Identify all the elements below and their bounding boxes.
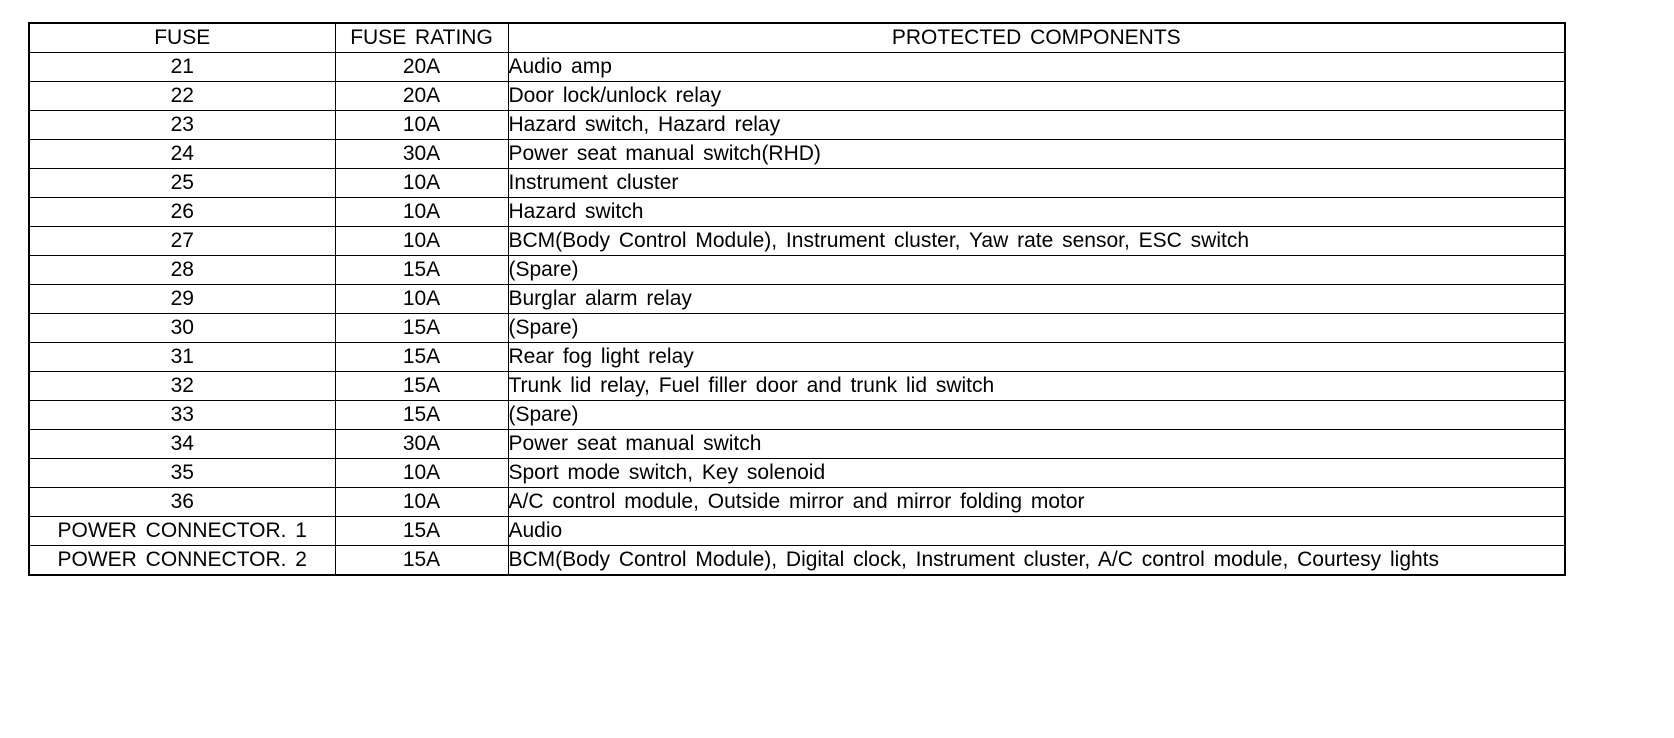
table-row — [29, 314, 1565, 343]
header-fuse: FUSE — [29, 23, 335, 53]
fuse-rating-cell: 20A — [335, 82, 508, 111]
fuse-rating-cell: 15A — [335, 517, 508, 546]
fuse-rating-cell: 30A — [335, 430, 508, 459]
table-row — [29, 459, 1565, 488]
protected-components-cell: Power seat manual switch(RHD) — [508, 140, 1565, 169]
fuse-rating-cell: 10A — [335, 111, 508, 140]
fuse-cell: 27 — [29, 227, 335, 256]
fuse-cell: 24 — [29, 140, 335, 169]
fuse-cell: 35 — [29, 459, 335, 488]
fuse-rating-cell: 15A — [335, 372, 508, 401]
fuse-cell: POWER CONNECTOR. 2 — [29, 546, 335, 576]
table-row — [29, 430, 1565, 459]
fuse-rating-cell: 10A — [335, 198, 508, 227]
fuse-cell: 36 — [29, 488, 335, 517]
table-row — [29, 546, 1565, 576]
fuse-cell: 22 — [29, 82, 335, 111]
fuse-cell: 32 — [29, 372, 335, 401]
table-row — [29, 401, 1565, 430]
protected-components-cell: (Spare) — [508, 314, 1565, 343]
table-row — [29, 198, 1565, 227]
table-row — [29, 488, 1565, 517]
fuse-rating-cell: 15A — [335, 314, 508, 343]
fuse-rating-cell: 15A — [335, 343, 508, 372]
protected-components-cell: A/C control module, Outside mirror and mirror folding motor — [508, 488, 1565, 517]
fuse-cell: 25 — [29, 169, 335, 198]
fuse-cell: 30 — [29, 314, 335, 343]
fuse-rating-cell: 10A — [335, 169, 508, 198]
fuse-rating-cell: 30A — [335, 140, 508, 169]
fuse-cell: 29 — [29, 285, 335, 314]
fuse-rating-cell: 10A — [335, 227, 508, 256]
fuse-cell: POWER CONNECTOR. 1 — [29, 517, 335, 546]
fuse-cell: 33 — [29, 401, 335, 430]
table-row — [29, 111, 1565, 140]
protected-components-cell: BCM(Body Control Module), Instrument cluster, Yaw rate sensor, ESC switch — [508, 227, 1565, 256]
protected-components-cell: Hazard switch — [508, 198, 1565, 227]
table-row — [29, 53, 1565, 82]
table-row — [29, 140, 1565, 169]
fuse-rating-cell: 10A — [335, 285, 508, 314]
table-row — [29, 256, 1565, 285]
table-row — [29, 169, 1565, 198]
fuse-rating-cell: 10A — [335, 488, 508, 517]
fuse-cell: 34 — [29, 430, 335, 459]
fuse-rating-cell: 20A — [335, 53, 508, 82]
fuse-cell: 23 — [29, 111, 335, 140]
fuse-table — [28, 22, 1566, 576]
header-fuse-rating: FUSE RATING — [335, 23, 508, 53]
protected-components-cell: Trunk lid relay, Fuel filler door and trunk lid switch — [508, 372, 1565, 401]
table-row — [29, 343, 1565, 372]
protected-components-cell: (Spare) — [508, 256, 1565, 285]
fuse-rating-cell: 15A — [335, 256, 508, 285]
table-row — [29, 285, 1565, 314]
protected-components-cell: (Spare) — [508, 401, 1565, 430]
table-row — [29, 372, 1565, 401]
fuse-cell: 31 — [29, 343, 335, 372]
header-row — [29, 23, 1565, 53]
protected-components-cell: Instrument cluster — [508, 169, 1565, 198]
table-header — [29, 23, 1565, 53]
table-row — [29, 82, 1565, 111]
fuse-cell: 26 — [29, 198, 335, 227]
protected-components-cell: Hazard switch, Hazard relay — [508, 111, 1565, 140]
protected-components-cell: Door lock/unlock relay — [508, 82, 1565, 111]
table-row — [29, 517, 1565, 546]
header-protected-components: PROTECTED COMPONENTS — [508, 23, 1565, 53]
protected-components-cell: Sport mode switch, Key solenoid — [508, 459, 1565, 488]
table-row — [29, 227, 1565, 256]
protected-components-cell: Rear fog light relay — [508, 343, 1565, 372]
protected-components-cell: Audio — [508, 517, 1565, 546]
fuse-rating-cell: 15A — [335, 401, 508, 430]
protected-components-cell: Burglar alarm relay — [508, 285, 1565, 314]
fuse-cell: 21 — [29, 53, 335, 82]
protected-components-cell: Power seat manual switch — [508, 430, 1565, 459]
fuse-rating-cell: 15A — [335, 546, 508, 576]
table-body — [29, 53, 1565, 576]
protected-components-cell: Audio amp — [508, 53, 1565, 82]
fuse-cell: 28 — [29, 256, 335, 285]
fuse-rating-cell: 10A — [335, 459, 508, 488]
protected-components-cell: BCM(Body Control Module), Digital clock, Instrument cluster, A/C control module, Courtesy lights — [508, 546, 1565, 576]
